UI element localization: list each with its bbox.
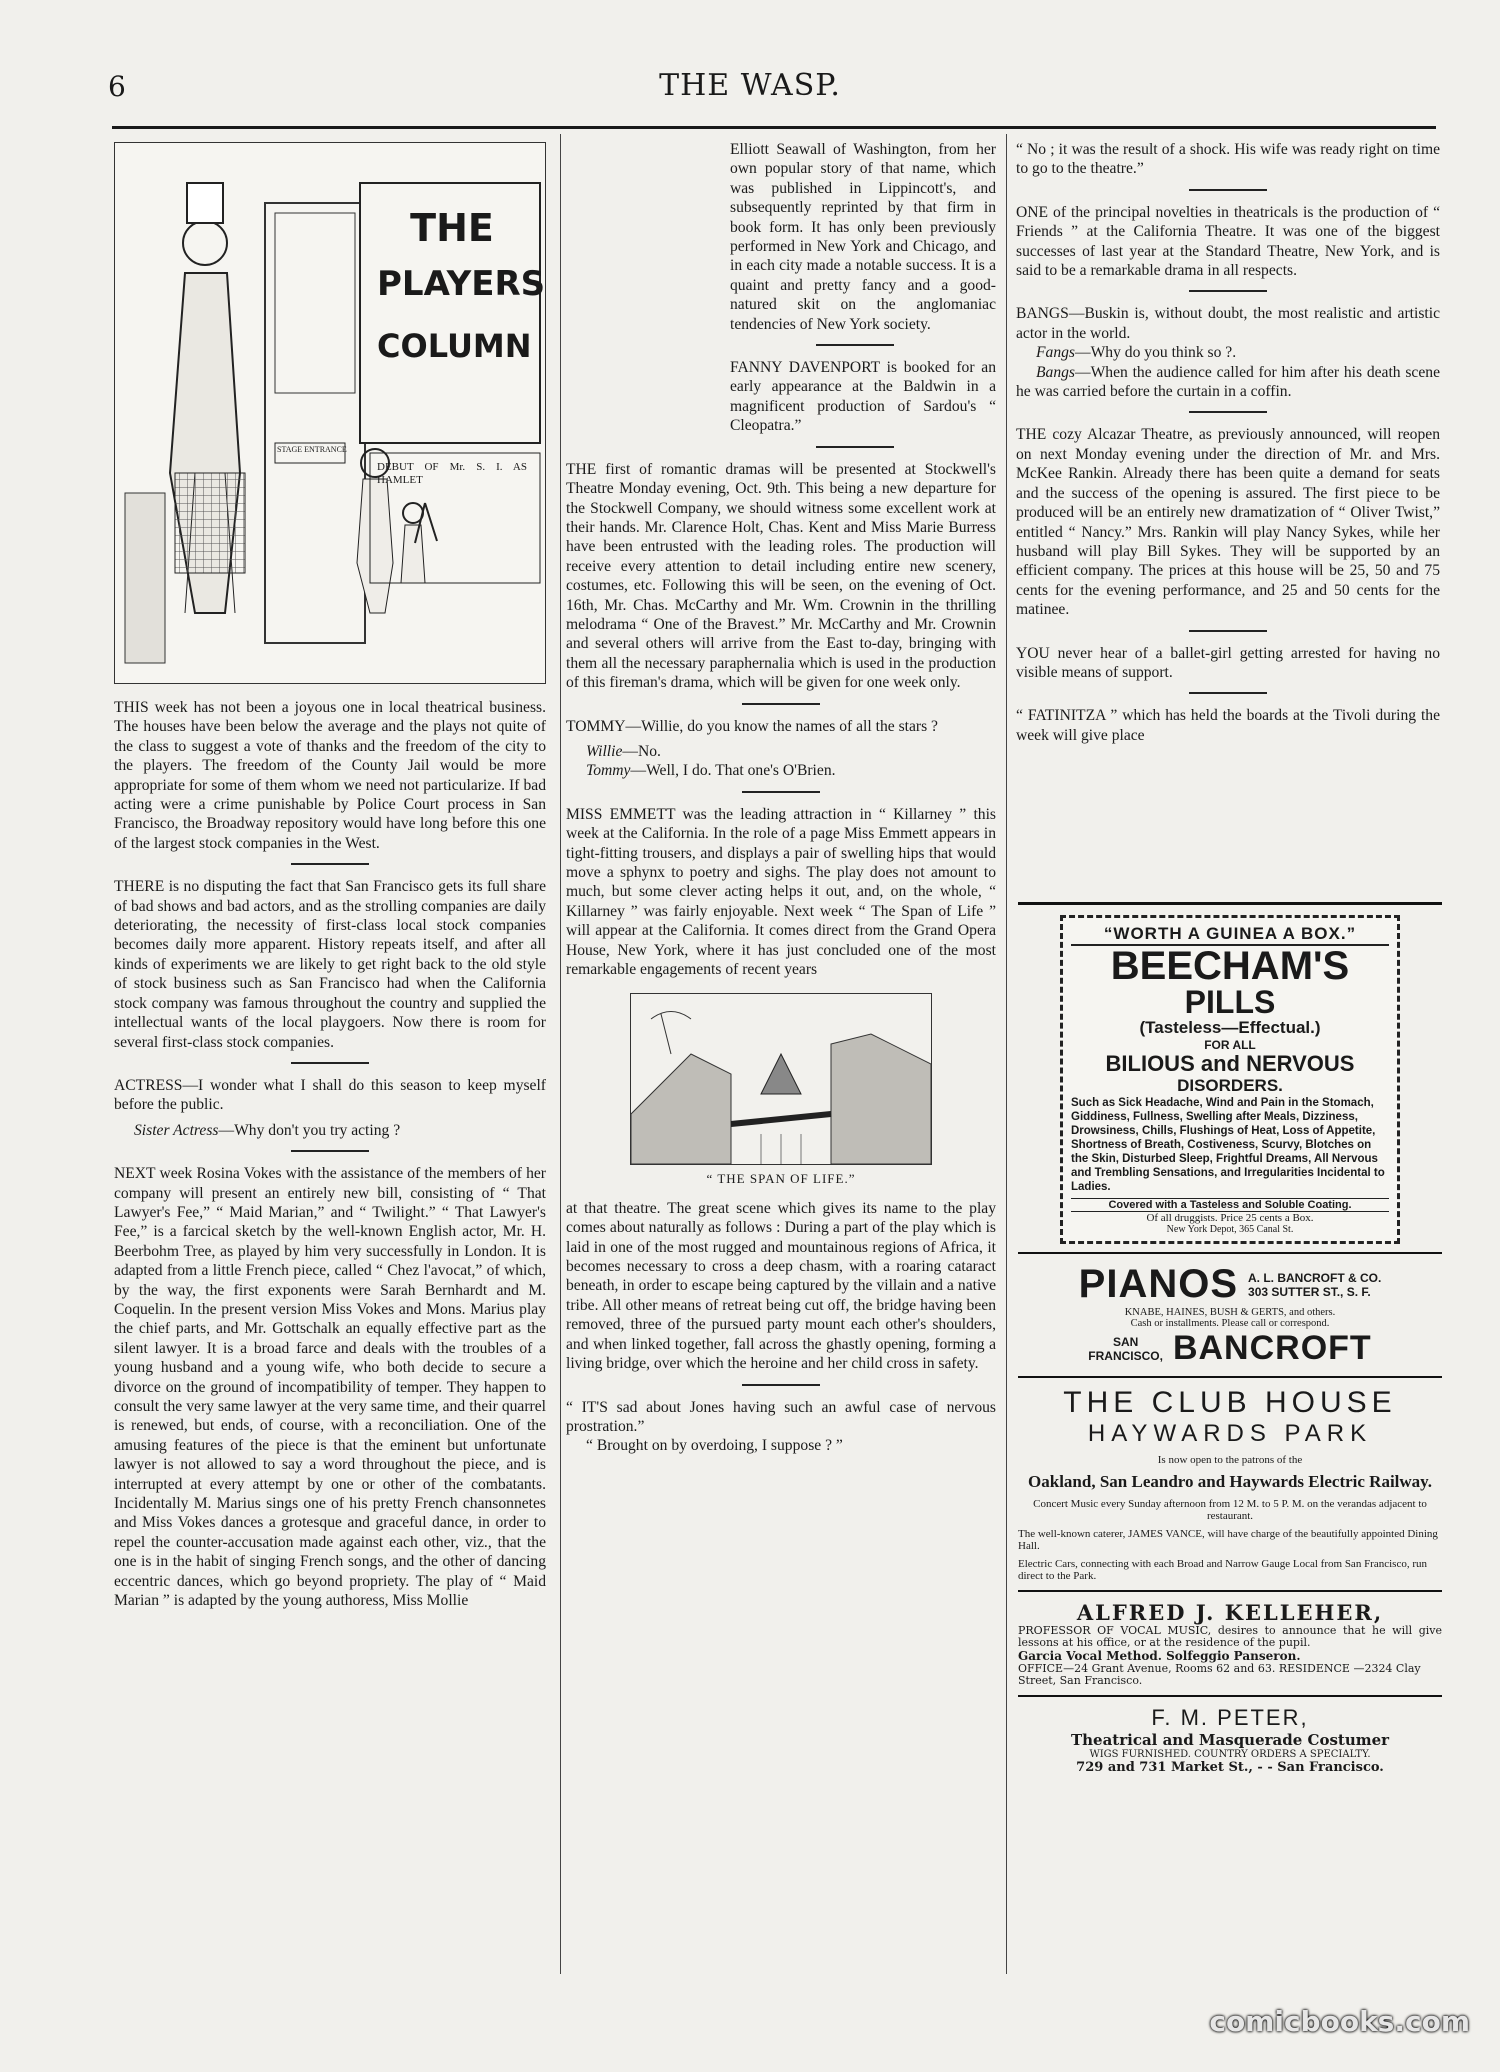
col3-paragraph-1: “ No ; it was the result of a shock. His wife was ready right on time to go to the theatre.” <box>1016 141 1440 178</box>
separator <box>816 446 894 448</box>
col3-paragraph-6: “ FATINITZA ” which has held the boards at the Tivoli during the week will give place <box>1016 707 1440 744</box>
page-number: 6 <box>108 70 126 103</box>
col2-paragraph-7a: “ IT'S sad about Jones having such an awful case of nervous prostration.” <box>566 1398 996 1435</box>
illus-title-1: THE <box>410 206 494 250</box>
ad-club-title: THE CLUB HOUSE <box>1063 1386 1397 1419</box>
illustration-caption: “ THE SPAN OF LIFE.” <box>706 1171 856 1187</box>
separator <box>1189 411 1267 413</box>
ad-kelleher-method: Garcia Vocal Method. Solfeggio Panseron. <box>1018 1649 1301 1663</box>
ad-kelleher-name: ALFRED J. KELLEHER, <box>1076 1600 1384 1625</box>
illus-door-sign: STAGE ENTRANCE <box>277 445 347 454</box>
column-divider <box>1006 134 1007 1974</box>
ad-beecham-covered: Covered with a Tasteless and Soluble Coating. <box>1071 1198 1389 1212</box>
separator <box>1189 189 1267 191</box>
separator <box>742 1384 820 1386</box>
watermark: comicbooks.com <box>1209 2005 1470 2038</box>
ad-peter-wigs: WIGS FURNISHED. COUNTRY ORDERS A SPECIALTY. <box>1089 1749 1371 1760</box>
ad-beecham-tasteless: (Tasteless—Effectual.) <box>1139 1018 1321 1037</box>
ad-beecham-bilious: BILIOUS and NERVOUS <box>1105 1051 1355 1076</box>
separator <box>742 703 820 705</box>
advertisements <box>1018 902 1442 1775</box>
separator <box>291 1062 369 1064</box>
ad-beecham-pills: PILLS <box>1184 984 1276 1020</box>
ad-beecham-disorders: DISORDERS. <box>1177 1076 1283 1095</box>
col1-paragraph-1: THIS week has not been a joyous one in local theatrical business. The houses have been below the average and the plays not quite of the class to suggest a vote of thanks and the freedom of the city to the players. The freedom of the County Jail would be more appropriate for some of them whom we need not particularize. If bad acting were a crime punishable by Police Court process in San Francisco, the Broadway repository would have long before this one of the largest stock companies in the West. <box>114 699 546 852</box>
col2-paragraph-6: at that theatre. The great scene which gives its name to the play comes about naturally as follows : During a part of the play which is laid in one of the most rugged and mountainous regions of Africa, it becomes necessary to cross a deep chasm, with a roaring cataract beneath, in order to escape being captured by the villain and a native tribe. All other means of retreat being cut off, the bridge having been removed, three of the pursued party mount each other's shoulders, and when linked together, fall across the ghastly opening, forming a living bridge, over which the heroine and her child cross in safety. <box>566 1199 996 1373</box>
kelleher-ad <box>1018 1600 1442 1687</box>
speaker-label: Tommy <box>586 762 631 780</box>
ad-club-open: Is now open to the patrons of the <box>1157 1454 1303 1466</box>
ad-beecham-price: Of all druggists. Price 25 cents a Box. <box>1146 1212 1314 1224</box>
ad-pianos-bancroft: BANCROFT <box>1172 1329 1372 1367</box>
ad-kelleher-text: PROFESSOR OF VOCAL MUSIC, desires to announce that he will give lessons at his office, or at the residence of the pupil. <box>1018 1624 1442 1649</box>
ad-pianos-cash: Cash or installments. Please call or correspond. <box>1130 1318 1330 1329</box>
separator <box>291 863 369 865</box>
separator <box>1189 630 1267 632</box>
separator <box>742 791 820 793</box>
illus-title-2: PLAYERS <box>377 264 546 304</box>
ad-beecham-body: Such as Sick Headache, Wind and Pain in the Stomach, Giddiness, Fullness, Swelling after Meals, Dizziness, Drowsiness, Chills, Flushings of Heat, Loss of Appetite, Shortness of Breath, Costiveness, Scurvy, Blotches on the Skin, Disturbed Sleep, Frightful Dreams, All Nervous and Trembling Sensations, and Irregularities Incidental to Ladies. <box>1071 1097 1385 1193</box>
col2-paragraph-1: Elliott Seawall of Washington, from her own popular story of that name, which was published in Lippincott's, and subsequently reprinted by that firm in book form. It has only been previously performed in New York and Chicago, and in each city made a notable success. It is a quaint and pretty fancy and a good-natured skit on the anglomaniac tendencies of New York society. <box>730 141 996 333</box>
ad-pianos-addr1: A. L. BANCROFT & CO. <box>1248 1270 1382 1285</box>
col2-paragraph-4a: TOMMY—Willie, do you know the names of all the stars ? <box>566 717 938 735</box>
ad-beecham-name: BEECHAM'S <box>1110 944 1350 988</box>
ad-kelleher-office: OFFICE—24 Grant Avenue, Rooms 62 and 63. RESIDENCE —2324 Clay Street, San Francisco. <box>1018 1662 1421 1687</box>
ad-peter-title: Theatrical and Masquerade Costumer <box>1070 1731 1390 1749</box>
ad-pianos-word: PIANOS <box>1078 1262 1239 1306</box>
col3-paragraph-3c: —When the audience called for him after his death scene he was carried before the curtain in a coffin. <box>1016 363 1440 401</box>
col3-paragraph-2: ONE of the principal novelties in theatricals is the production of “ Friends ” at the California Theatre. It was one of the biggest successes of last year at the Standard Theatre, New York, and is said to be a remarkable drama in all respects. <box>1016 203 1440 280</box>
col2-paragraph-3: THE first of romantic dramas will be presented at Stockwell's Theatre Monday evening, Oct. 9th. This being a new departure for the Stockwell Company, we should witness some excellent work at their hands. Mr. Clarence Holt, Chas. Kent and Miss Marie Burress have been entrusted with the leading roles. The production will receive every attention to detail including entire new scenery, costumes, etc. Following this will be seen, on the evening of Oct. 16th, Mr. Chas. McCarthy and Mr. Wm. Crownin in the thrilling melodrama “ One of the Bravest.” Mr. McCarthy and Mr. Crownin and several others will arrive from the East to-day, bringing with them all the necessary paraphernalia which is used in the production of this fireman's drama, which will be given for one week only. <box>566 460 996 692</box>
speaker-label: Willie <box>586 742 623 760</box>
ad-rule <box>1018 1590 1442 1592</box>
column-2 <box>566 140 996 1462</box>
ad-peter-addr: 729 and 731 Market St., - - San Francisco. <box>1076 1760 1384 1775</box>
club-house-ad <box>1018 1386 1442 1582</box>
col3-paragraph-3a: BANGS—Buskin is, without doubt, the most realistic and artistic actor in the world. <box>1016 305 1440 342</box>
col2-paragraph-2: FANNY DAVENPORT is booked for an early appearance at the Baldwin in a magnificent production of Sardou's “ Cleopatra.” <box>730 359 996 435</box>
col2-paragraph-4c: —Well, I do. That one's O'Brien. <box>630 762 836 780</box>
ad-rule <box>1018 1376 1442 1378</box>
page-title: THE WASP. <box>659 68 841 103</box>
ad-beecham-depot: New York Depot, 365 Canal St. <box>1166 1224 1294 1235</box>
ad-club-concert: Concert Music every Sunday afternoon from 12 M. to 5 P. M. on the verandas adjacent to restaurant. <box>1033 1498 1427 1522</box>
peter-costumer-ad <box>1018 1705 1442 1775</box>
beechams-pills-ad <box>1060 915 1400 1244</box>
players-column-illustration <box>114 142 546 684</box>
ad-worth: “WORTH A GUINEA A BOX.” <box>1071 924 1389 946</box>
col1-paragraph-3b: —Why don't you try acting ? <box>218 1121 401 1139</box>
separator <box>816 344 894 346</box>
column-divider <box>560 134 561 1974</box>
illus-poster: DEBUT OF Mr. S. I. AS HAMLET <box>377 461 527 486</box>
col3-paragraph-4: THE cozy Alcazar Theatre, as previously announced, will reopen on next Monday evening under the direction of Mr. and Mrs. McKee Rankin. Already there has been quite a demand for seats and the success of the opening is assured. The first piece to be produced will be an entirely new dramatization of “ Oliver Twist,” entitled “ Nancy.” Mrs. Rankin will play Nancy Sykes, while her husband will play Bill Sykes. They will be supported by an efficient company. The prices at this house will be 25, 50 and 75 cents for the evening performance, and 25 and 50 cents for the matinee. <box>1016 426 1440 619</box>
header-rule <box>112 126 1436 129</box>
ad-rule <box>1018 902 1442 905</box>
col3-paragraph-5: YOU never hear of a ballet-girl getting arrested for having no visible means of support. <box>1016 644 1440 681</box>
ad-beecham-for-all: FOR ALL <box>1204 1038 1256 1052</box>
speaker-label: Sister Actress <box>134 1121 219 1139</box>
column-3 <box>1016 140 1440 751</box>
pianos-ad <box>1018 1262 1442 1368</box>
separator <box>1189 692 1267 694</box>
ad-peter-name: F. M. PETER, <box>1151 1705 1309 1730</box>
col3-paragraph-3b: —Why do you think so ?. <box>1074 344 1237 362</box>
separator <box>291 1150 369 1152</box>
col2-paragraph-5: MISS EMMETT was the leading attraction in “ Killarney ” this week at the California. In the role of a page Miss Emmett appears in tight-fitting trousers, and displays a pair of swelling hips that would move a sphynx to poetry and sighs. The play does not amount to much, but some clever acting helps it out, and, on the whole, “ Killarney ” was fairly enjoyable. Next week “ The Span of Life ” will appear at the California. It comes direct from the Grand Opera House, New York, where it has just concluded one of the most remarkable engagements of recent years <box>566 805 996 979</box>
separator <box>1189 290 1267 292</box>
ad-club-caterer: The well-known caterer, JAMES VANCE, will have charge of the beautifully appointed Dining Hall. <box>1018 1528 1438 1552</box>
ad-pianos-sf2: FRANCISCO, <box>1088 1348 1163 1363</box>
ad-pianos-makes: KNABE, HAINES, BUSH & GERTS, and others. <box>1124 1307 1336 1318</box>
ad-pianos-addr2: 303 SUTTER ST., S. F. <box>1248 1284 1371 1299</box>
illus-title-3: COLUMN <box>377 327 532 365</box>
ad-rule <box>1018 1695 1442 1697</box>
ad-rule <box>1018 1252 1442 1254</box>
ad-club-railway: Oakland, San Leandro and Haywards Electric Railway. <box>1028 1472 1432 1491</box>
ad-pianos-sf1: SAN <box>1112 1334 1139 1349</box>
speaker-label: Fangs <box>1036 344 1075 362</box>
ad-club-sub: HAYWARDS PARK <box>1087 1420 1373 1447</box>
col1-paragraph-3a: ACTRESS—I wonder what I shall do this season to keep myself before the public. <box>114 1076 546 1114</box>
col2-paragraph-4b: —No. <box>622 742 661 760</box>
col1-paragraph-4: NEXT week Rosina Vokes with the assistance of the members of her company will present an entirely new bill, consisting of “ That Lawyer's Fee,” “ Maid Marian,” and “ Twilight.” “ That Lawyer's Fee,” is a farcical sketch by the well-known English actor, Mr. H. Beerbohm Tree, as played by him very successfully in London. It is adapted from a little French piece, called “ Chez l'avocat,” of which, by the way, the first exponents were Sarah Bernhardt and M. Coquelin. In the present version Miss Vokes and Mons. Marius play the chief parts, and Mr. Gottschalk an equally effective part as the silent lawyer. It is a broad farce and deals with the troubles of a young husband and a young wife, who both decide to secure a divorce on the ground of incompatibility of temper. They happen to consult the very same lawyer at the very same time, and their quarrel is renewed, but ends, of course, with a reconciliation. One of the amusing features of the piece is that the eminent but unfortunate lawyer is not allowed to say a word throughout the piece, and is interrupted at every attempt by one or other of the combatants. Incidentally M. Marius sings one of his pretty French chansonnetes and Miss Vokes dances a grotesque and graceful dance, in order to repel the counter-accusation made against each other, viz., that the one is in the habit of singing French songs, and the other of dancing eccentric dances, which go beyond propriety. The play of “ Maid Marian ” is adapted by the young authoress, Miss Mollie <box>114 1165 546 1610</box>
ad-club-cars: Electric Cars, connecting with each Broad and Narrow Gauge Local from San Francisco, run direct to the Park. <box>1018 1558 1427 1582</box>
speaker-label: Bangs <box>1036 363 1075 381</box>
span-of-life-illustration <box>630 993 932 1165</box>
col1-paragraph-2: THERE is no disputing the fact that San Francisco gets its full share of bad shows and bad actors, and as the strolling companies are daily deteriorating, the necessity of first-class local stock companies becomes daily more apparent. History repeats itself, and after all kinds of experiments we are likely to get right back to the old style of stock business such as San Francisco had when the California stock company was famous throughout the country and supplied the intellectual wants of the local playgoers. Now there is room for several first-class stock companies. <box>114 878 546 1051</box>
col2-paragraph-7b: “ Brought on by overdoing, I suppose ? ” <box>586 1437 843 1455</box>
column-1 <box>114 142 546 1616</box>
